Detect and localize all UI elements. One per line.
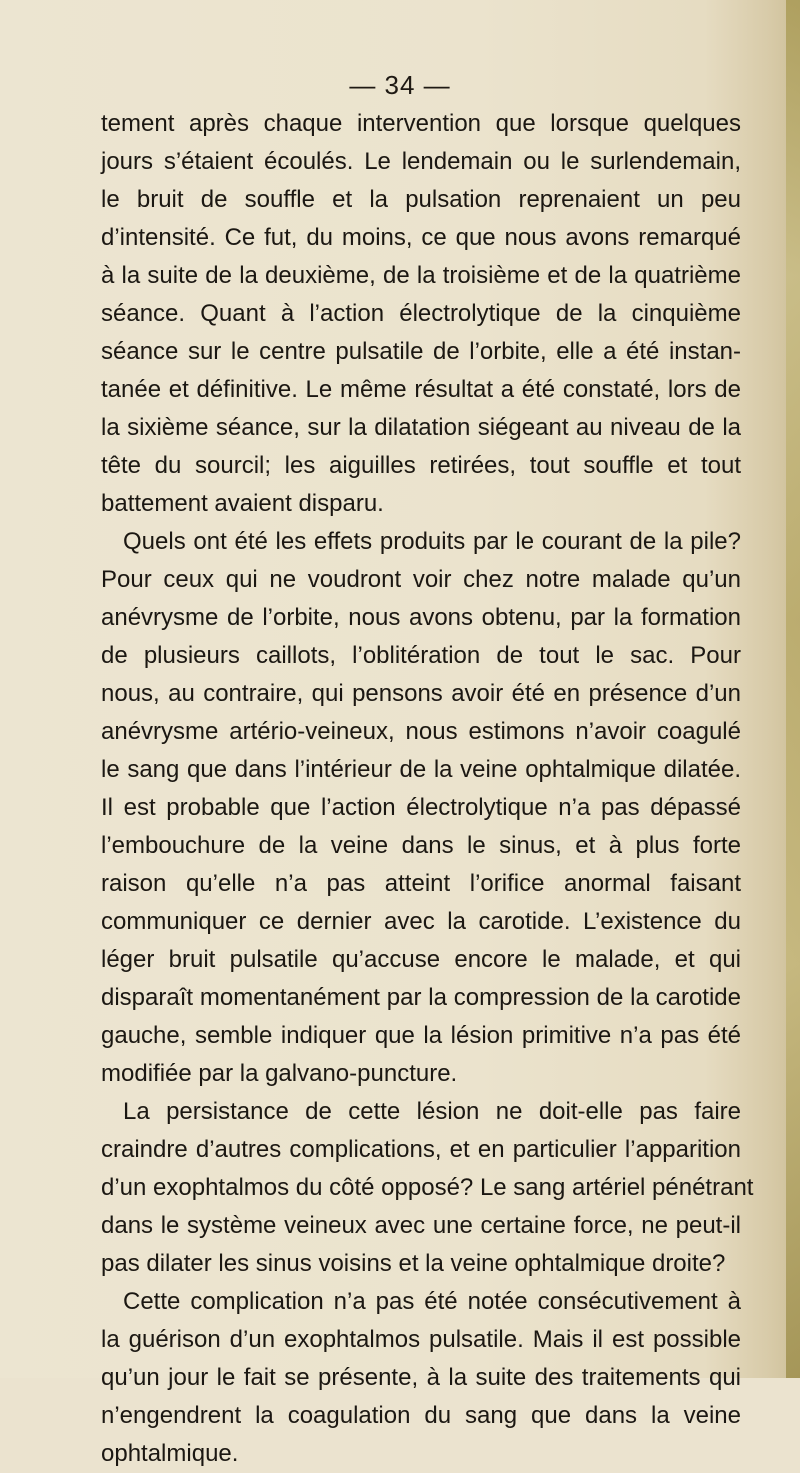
text-line: raison qu’elle n’a pas atteint l’orifice anormal faisant	[101, 870, 741, 897]
text-line: dans le système veineux avec une certaine force, ne peut-il	[101, 1212, 741, 1239]
text-line: tête du sourcil; les aiguilles retirées, tout souffle et tout	[101, 452, 741, 479]
text-line: anévrysme artério-veineux, nous estimons n’avoir coagulé	[101, 718, 741, 745]
text-line: d’intensité. Ce fut, du moins, ce que nous avons remarqué	[101, 224, 741, 251]
text-line: Il est probable que l’action électrolytique n’a pas dépassé	[101, 794, 741, 821]
text-line: l’embouchure de la veine dans le sinus, et à plus forte	[101, 832, 741, 859]
text-line: n’engendrent la coagulation du sang que dans la veine	[101, 1402, 741, 1429]
text-line: Pour ceux qui ne voudront voir chez notre malade qu’un	[101, 566, 741, 593]
text-line: le sang que dans l’intérieur de la veine ophtalmique dilatée.	[101, 756, 741, 783]
text-line: modifiée par la galvano-puncture.	[101, 1060, 458, 1087]
text-line: tement après chaque intervention que lorsque quelques	[101, 110, 741, 137]
text-line: séance sur le centre pulsatile de l’orbite, elle a été instan-	[101, 338, 741, 365]
text-line: pas dilater les sinus voisins et la veine ophtalmique droite?	[101, 1250, 726, 1277]
text-line: d’un exophtalmos du côté opposé? Le sang artériel pénétrant	[101, 1174, 754, 1201]
text-line: léger bruit pulsatile qu’accuse encore le malade, et qui	[101, 946, 741, 973]
text-line: craindre d’autres complications, et en particulier l’apparition	[101, 1136, 741, 1163]
text-line: qu’un jour le fait se présente, à la suite des traitements qui	[101, 1364, 741, 1391]
page-number: — 34 —	[349, 70, 451, 100]
text-line: gauche, semble indiquer que la lésion primitive n’a pas été	[101, 1022, 741, 1049]
text-line: Quels ont été les effets produits par le courant de la pile?	[123, 528, 741, 555]
text-line: Cette complication n’a pas été notée consécutivement à	[123, 1288, 741, 1315]
text-line: disparaît momentanément par la compression de la carotide	[101, 984, 741, 1011]
text-line: séance. Quant à l’action électrolytique de la cinquième	[101, 300, 741, 327]
page-edge	[786, 0, 800, 1378]
text-line: communiquer ce dernier avec la carotide. L’existence du	[101, 908, 741, 935]
text-line: à la suite de la deuxième, de la troisième et de la quatrième	[101, 262, 741, 289]
text-line: nous, au contraire, qui pensons avoir été en présence d’un	[101, 680, 741, 707]
text-line: battement avaient disparu.	[101, 490, 384, 517]
text-line: de plusieurs caillots, l’oblitération de tout le sac. Pour	[101, 642, 741, 669]
text-line: ophtalmique.	[101, 1440, 239, 1467]
text-line: le bruit de souffle et la pulsation reprenaient un peu	[101, 186, 741, 213]
text-line: jours s’étaient écoulés. Le lendemain ou le surlendemain,	[101, 148, 741, 175]
text-line: La persistance de cette lésion ne doit-elle pas faire	[123, 1098, 741, 1125]
text-line: la sixième séance, sur la dilatation siégeant au niveau de la	[101, 414, 741, 441]
text-line: la guérison d’un exophtalmos pulsatile. Mais il est possible	[101, 1326, 741, 1353]
text-line: tanée et définitive. Le même résultat a été constaté, lors de	[101, 376, 741, 403]
body-text	[101, 105, 754, 1473]
text-line: anévrysme de l’orbite, nous avons obtenu, par la formation	[101, 604, 741, 631]
